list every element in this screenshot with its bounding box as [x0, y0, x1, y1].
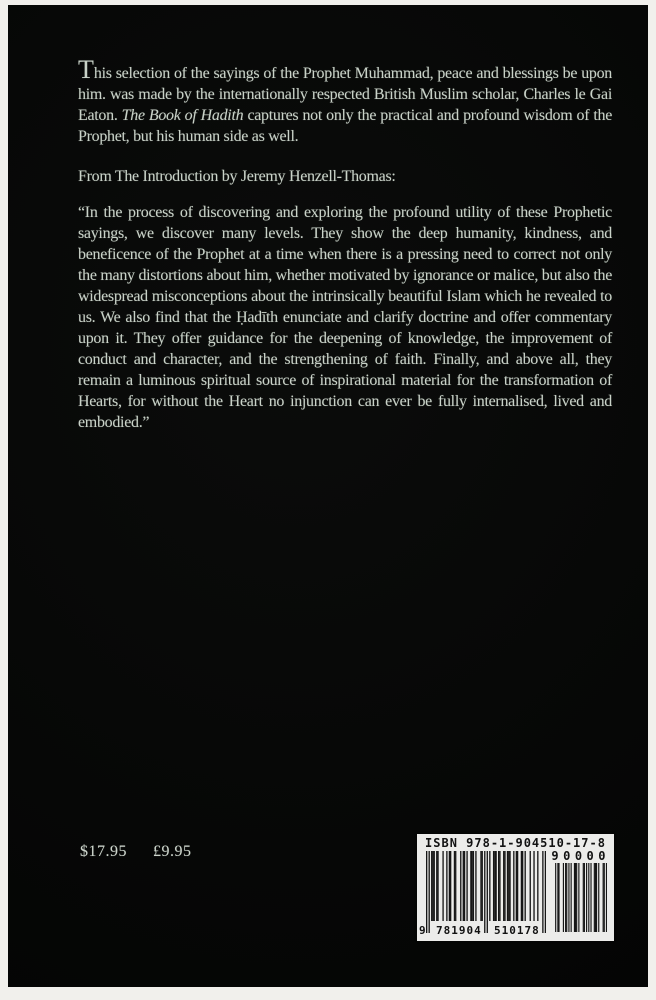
- ean13-barcode: [426, 851, 546, 933]
- barcode-digits-left: 781904: [436, 924, 482, 937]
- price-code-label: 90000: [551, 849, 610, 863]
- back-cover: [8, 5, 648, 987]
- price-usd: $17.95: [80, 843, 127, 860]
- synopsis-lead-text: his selection of the sayings of the Prophet Muhammad, peace and blessings be upon him. was made by the internationally respected British Muslim scholar, Charles le Gai Eaton.: [78, 65, 612, 124]
- price-row: [80, 843, 192, 861]
- drop-cap-letter: T: [78, 55, 94, 84]
- barcode-digits-right: 510178: [494, 924, 540, 937]
- attribution-line: From The Introduction by Jeremy Henzell-Thomas:: [78, 168, 396, 185]
- barcode-digit-prefix: 9: [419, 924, 427, 937]
- ean5-supplement-barcode: [554, 863, 607, 932]
- book-title-italic: The Book of Hadith: [121, 107, 244, 124]
- introduction-quote: “In the process of discovering and exploring the profound utility of these Prophetic sayings, we discover many levels. They show the deep humanity, kindness, and beneficence of the Prophet at a time when there is a pressing need to correct not only the many distortions about him, whether motivated by ignorance or malice, but also the widespread misconceptions about the intrinsically beautiful Islam which he revealed to us. We also find that the Ḥadīth enunciate and clarify doctrine and offer commentary upon it. They offer guidance for the deepening of knowledge, the improvement of conduct and character, and the strengthening of faith. Finally, and above all, they remain a luminous spiritual source of inspirational material for the transformation of Hearts, for without the Heart no injunction can ever be fully internalised, lived and embodied.”: [78, 204, 612, 431]
- synopsis-tail-text: captures not only the practical and profound wisdom of the Prophet, but his human side as well.: [78, 107, 612, 145]
- barcode-digits-row: [419, 924, 549, 939]
- isbn-number-label: ISBN 978-1-904510-17-8: [425, 836, 606, 850]
- price-gbp: £9.95: [153, 843, 192, 860]
- synopsis-paragraph: [78, 55, 612, 147]
- back-cover-text-block: [78, 55, 612, 433]
- isbn-barcode-panel: [417, 834, 614, 941]
